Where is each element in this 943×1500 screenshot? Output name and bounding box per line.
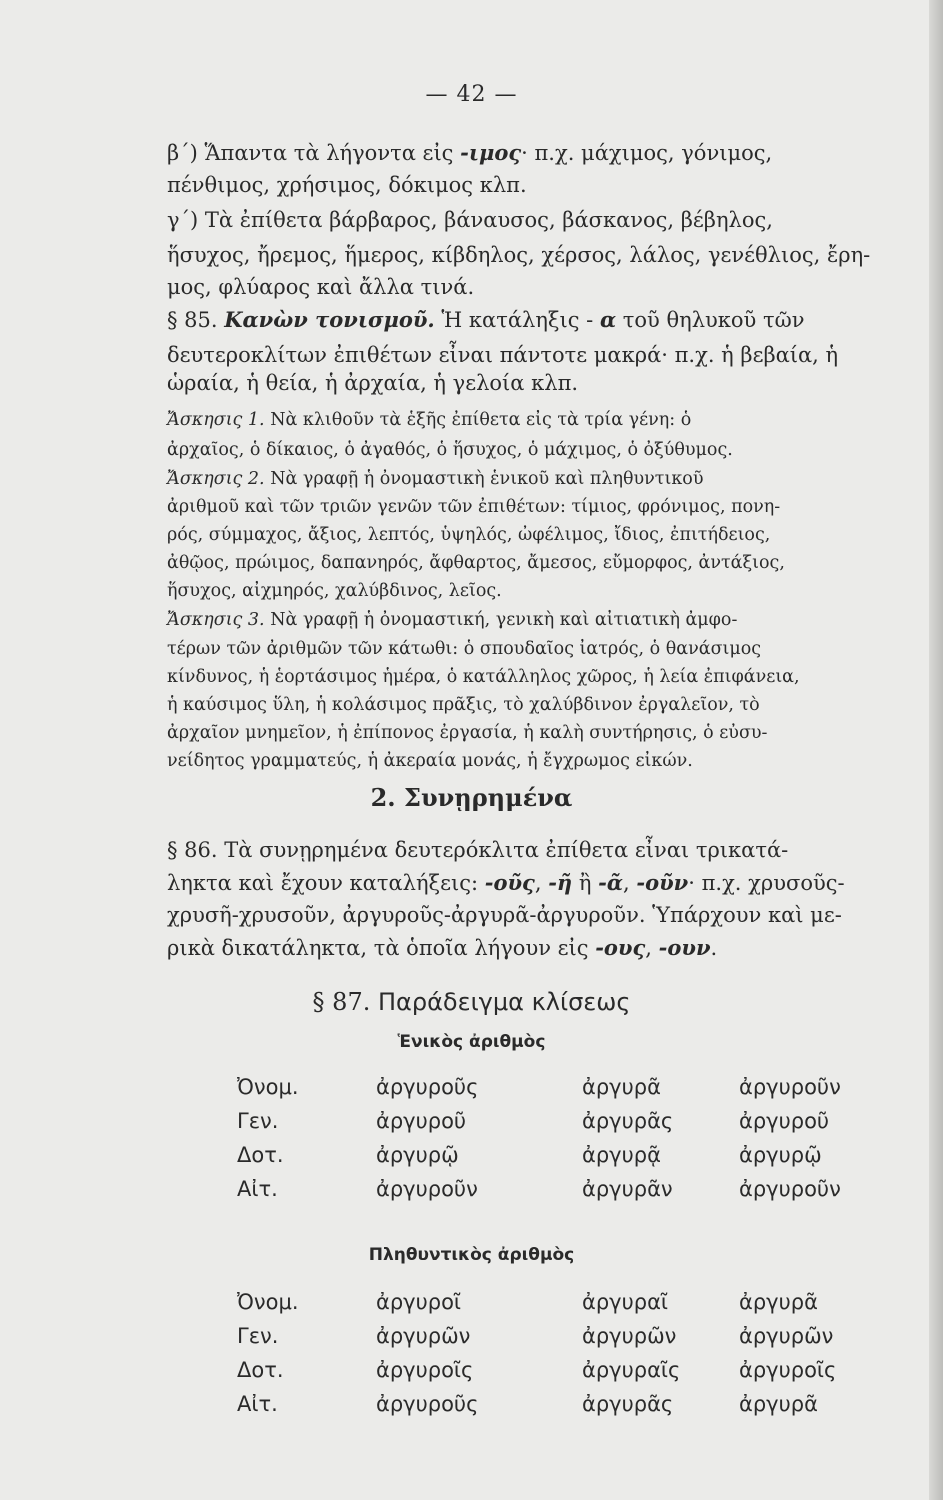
text-line: [167, 933, 905, 963]
text-span: Ἄσκησις 2.: [167, 469, 265, 489]
text-span: · π.χ. χρυσοῦς-: [688, 871, 845, 895]
form-cell: ἀργυροῦ: [739, 1109, 830, 1133]
text-line: [167, 520, 905, 550]
case-label: Δοτ.: [237, 1143, 284, 1167]
case-label: Αἰτ.: [237, 1177, 278, 1201]
text-line: [167, 718, 905, 748]
text-span: ἡ καύσιμος ὕλη, ἡ κολάσιμος πρᾶξις, τὸ χαλύβδινον ἐργαλεῖον, τὸ: [167, 695, 760, 715]
text-span: Κανὼν τονισμοῦ.: [224, 307, 435, 332]
case-label: Γεν.: [237, 1324, 279, 1348]
text-line: [167, 170, 905, 200]
text-line: [167, 548, 905, 578]
text-span: ρικὰ δικατάληκτα, τὰ ὁποῖα λήγουν εἰς: [167, 936, 596, 960]
text-line: [167, 576, 905, 606]
form-cell: ἀργυροῦν: [739, 1177, 841, 1201]
text-span: ἥσυχος, αἰχμηρός, χαλύβδινος, λεῖος.: [167, 581, 502, 601]
form-cell: ἀργυρῶν: [739, 1324, 834, 1348]
form-cell: ἀργυροῖς: [376, 1358, 474, 1382]
text-line: [167, 746, 905, 776]
text-line: [167, 835, 905, 865]
text-span: ἀρχαῖος, ὁ δίκαιος, ὁ ἀγαθός, ὁ ἥσυχος, ὁ μάχιμος, ὁ ὀξύθυμος.: [167, 440, 733, 460]
text-span: ἀριθμοῦ καὶ τῶν τριῶν γενῶν τῶν ἐπιθέτων: τίμιος, φρόνιμος, πονη-: [167, 497, 781, 517]
text-line: [167, 240, 905, 270]
text-span: ἀρχαῖον μνημεῖον, ἡ ἐπίπονος ἐργασία, ἡ καλὴ συντήρησις, ὁ εὐσυ-: [167, 723, 768, 743]
form-cell: ἀργυροῦ: [376, 1109, 467, 1133]
text-span: Νὰ κλιθοῦν τὰ ἑξῆς ἐπίθετα εἰς τὰ τρία γένη: ὁ: [264, 410, 692, 430]
plural-heading: Πληθυντικὸς ἀριθμὸς: [368, 1245, 575, 1265]
singular-heading: Ἑνικὸς ἀριθμὸς: [397, 1032, 546, 1052]
text-span: § 85.: [167, 308, 225, 332]
text-span: -ιμος: [460, 140, 522, 165]
form-cell: ἀργυροῖ: [376, 1290, 462, 1314]
section-87-label: Παράδειγμα κλίσεως: [377, 988, 631, 1016]
text-line: [167, 868, 905, 898]
text-span: Ἄσκησις 1.: [167, 410, 265, 430]
text-line: [167, 272, 905, 302]
form-cell: ἀργυρῶν: [582, 1324, 677, 1348]
text-span: ἥσυχος, ἤρεμος, ἥμερος, κίβδηλος, χέρσος, λάλος, γενέθλιος, ἔρη-: [167, 243, 871, 267]
text-line: [167, 405, 905, 435]
text-span: ληκτα καὶ ἔχουν καταλήξεις:: [167, 871, 485, 895]
form-cell: ἀργυροῦς: [376, 1075, 479, 1099]
text-line: [167, 662, 905, 692]
text-line: [167, 464, 905, 494]
text-span: ,: [645, 936, 659, 960]
form-cell: ἀργυρᾶς: [582, 1109, 674, 1133]
text-span: ρός, σύμμαχος, ἄξιος, λεπτός, ὑψηλός, ὠφέλιμος, ἴδιος, ἐπιτήδειος,: [167, 525, 771, 545]
text-line: [167, 605, 905, 635]
form-cell: ἀργυραῖ: [582, 1290, 669, 1314]
text-span: χρυσῆ-χρυσοῦν, ἀργυροῦς-ἀργυρᾶ-ἀργυροῦν. Ὑπάρχουν καὶ με-: [167, 903, 842, 927]
page-spine-shadow: [929, 0, 943, 1500]
form-cell: ἀργυροῦν: [739, 1075, 841, 1099]
text-span: ὡραία, ἡ θεία, ἡ ἀρχαία, ἡ γελοία κλπ.: [167, 371, 579, 395]
text-line: [167, 368, 905, 398]
text-span: νείδητος γραμματεύς, ἡ ἀκεραία μονάς, ἡ ἔγχρωμος εἰκών.: [167, 751, 693, 771]
text-line: [167, 435, 905, 465]
page-number: — 42 —: [425, 82, 518, 107]
form-cell: ἀργυροῦς: [376, 1392, 479, 1416]
case-label: Αἰτ.: [237, 1392, 278, 1416]
text-line: [167, 340, 905, 370]
form-cell: ἀργυρᾶ: [739, 1290, 818, 1314]
text-line: [167, 690, 905, 720]
case-label: Δοτ.: [237, 1358, 284, 1382]
text-span: πένθιμος, χρήσιμος, δόκιμος κλπ.: [167, 173, 527, 197]
text-span: -οῦν: [636, 870, 689, 895]
text-span: μος, φλύαρος καὶ ἄλλα τινά.: [167, 275, 475, 299]
form-cell: ἀργυρᾶ: [739, 1392, 818, 1416]
text-span: ,: [534, 871, 549, 895]
text-span: Ἡ κατάληξις -: [434, 308, 600, 332]
form-cell: ἀργυρᾶ: [582, 1075, 661, 1099]
text-line: [167, 634, 905, 664]
text-line: [167, 305, 905, 335]
section-87-number: § 87.: [312, 988, 371, 1016]
text-span: -ουν: [658, 935, 711, 960]
text-span: γ΄) Τὰ ἐπίθετα βάρβαρος, βάναυσος, βάσκανος, βέβηλος,: [167, 208, 773, 232]
section-87-title: [0, 988, 943, 1016]
text-span: § 86. Τὰ συνῃρημένα δευτερόκλιτα ἐπίθετα εἶναι τρικατά-: [167, 838, 789, 862]
text-span: Νὰ γραφῇ ἡ ὀνομαστικὴ ἑνικοῦ καὶ πληθυντικοῦ: [264, 469, 704, 489]
case-label: Γεν.: [237, 1109, 279, 1133]
text-span: · π.χ. μάχιμος, γόνιμος,: [521, 141, 773, 165]
form-cell: ἀργυρᾶν: [582, 1177, 673, 1201]
text-line: [167, 138, 905, 168]
form-cell: ἀργυροῖς: [739, 1358, 837, 1382]
text-span: -ᾶ: [598, 870, 624, 895]
text-span: β΄) Ἅπαντα τὰ λήγοντα εἰς: [167, 141, 461, 165]
text-span: ἢ: [572, 871, 599, 895]
text-span: Ἄσκησις 3.: [167, 610, 265, 630]
text-span: τέρων τῶν ἀριθμῶν τῶν κάτωθι: ὁ σπουδαῖος ἰατρός, ὁ θανάσιμος: [167, 639, 762, 659]
form-cell: ἀργυρῶν: [376, 1324, 471, 1348]
text-span: .: [710, 936, 718, 960]
text-span: Νὰ γραφῇ ἡ ὀνομαστική, γενικὴ καὶ αἰτιατικὴ ἀμφο-: [264, 610, 738, 630]
case-label: Ὀνομ.: [237, 1290, 299, 1314]
text-span: ,: [623, 871, 637, 895]
form-cell: ἀργυρῷ: [376, 1143, 459, 1167]
text-span: κίνδυνος, ἡ ἑορτάσιμος ἡμέρα, ὁ κατάλληλος χῶρος, ἡ λεία ἐπιφάνεια,: [167, 667, 800, 687]
text-line: [167, 900, 905, 930]
text-span: -ῆ: [548, 870, 573, 895]
text-span: τοῦ θηλυκοῦ τῶν: [616, 308, 805, 332]
text-line: [167, 492, 905, 522]
section-heading: 2. Συνῃρημένα: [370, 783, 573, 812]
case-label: Ὀνομ.: [237, 1075, 299, 1099]
form-cell: ἀργυρᾷ: [582, 1143, 661, 1167]
text-span: ἀθῷος, πρώιμος, δαπανηρός, ἄφθαρτος, ἄμεσος, εὔμορφος, ἀντάξιος,: [167, 553, 785, 573]
text-span: -οῦς: [484, 870, 535, 895]
form-cell: ἀργυρῷ: [739, 1143, 822, 1167]
form-cell: ἀργυρᾶς: [582, 1392, 674, 1416]
text-span: δευτεροκλίτων ἐπιθέτων εἶναι πάντοτε μακρά· π.χ. ἡ βεβαία, ἡ: [167, 343, 839, 367]
form-cell: ἀργυροῦν: [376, 1177, 478, 1201]
text-line: [167, 205, 905, 235]
text-span: -ους: [595, 935, 646, 960]
form-cell: ἀργυραῖς: [582, 1358, 681, 1382]
text-span: α: [599, 307, 617, 332]
